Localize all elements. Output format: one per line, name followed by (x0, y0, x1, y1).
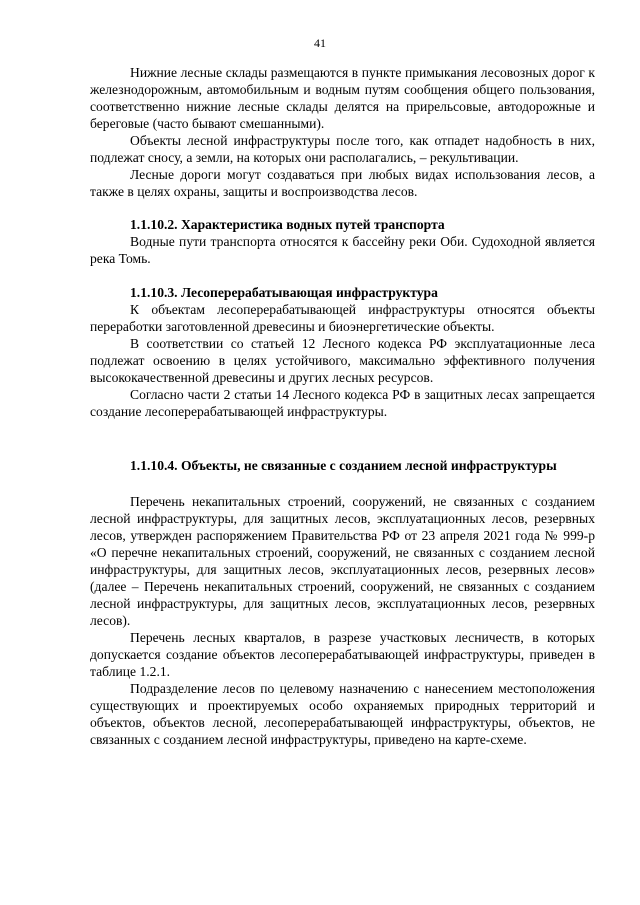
paragraph-forest-code-article-12: В соответствии со статьей 12 Лесного кодекса РФ эксплуатационные леса подлежат освоению в целях устойчивого, максимально эффективного получения высококачественной древесины и других лесных ресурсов. (90, 336, 595, 385)
page-number: 41 (314, 36, 326, 50)
paragraph-infrastructure-removal: Объекты лесной инфраструктуры после того, как отпадет надобность в них, подлежат сносу, а земли, на которых они располагались, – рекультивации. (90, 133, 595, 165)
paragraph-lower-warehouses: Нижние лесные склады размещаются в пункте примыкания лесовозных дорог к железнодорожным, автомобильным и водным путям сообщения общего пользования, соответственно нижние лесные склады делятся на прирельсовые, автодорожные и береговые (часто бывают смешанными). (90, 65, 595, 131)
paragraph-processing-objects: К объектам лесоперерабатывающей инфраструктуры относятся объекты переработки заготовленной древесины и биоэнергетические объекты. (90, 302, 595, 334)
paragraph-list-of-quarters: Перечень лесных кварталов, в разрезе участковых лесничеств, в которых допускается создание объектов лесоперерабатывающей инфраструктуры, приведен в таблице 1.2.1. (90, 630, 595, 679)
page-content (90, 64, 595, 748)
paragraph-forest-subdivision-map: Подразделение лесов по целевому назначению с нанесением местоположения существующих и проектируемых особо охраняемых природных территорий и объектов, объектов лесной, лесоперерабатывающей инфраструктуры, объектов, не связанных с созданием лесной инфраструктуры, приведено на карте-схеме. (90, 681, 595, 747)
paragraph-forest-code-article-14: Согласно части 2 статьи 14 Лесного кодекса РФ в защитных лесах запрещается создание лесоперерабатывающей инфраструктуры. (90, 387, 595, 419)
paragraph-list-of-structures: Перечень некапитальных строений, сооружений, не связанных с созданием лесной инфраструктуры, для защитных лесов, эксплуатационных лесов, резервных лесов, утвержден распоряжением Правительства РФ от 23 апреля 2021 года № 999-р «О перечне некапитальных строений, сооружений, не связанных с созданием лесной инфраструктуры, для защитных лесов, эксплуатационных лесов, резервных лесов» (далее – Перечень некапитальных строений, сооружений, не связанных с созданием лесной инфраструктуры, для защитных лесов, эксплуатационных лесов, резервных лесов). (90, 494, 595, 628)
section-heading-non-forest-objects: 1.1.10.4. Объекты, не связанные с созданием лесной инфраструктуры (130, 458, 557, 473)
paragraph-water-routes: Водные пути транспорта относятся к бассейну реки Оби. Судоходной является река Томь. (90, 234, 595, 266)
paragraph-forest-roads: Лесные дороги могут создаваться при любых видах использования лесов, а также в целях охраны, защиты и воспроизводства лесов. (90, 167, 595, 199)
section-heading-processing: 1.1.10.3. Лесоперерабатывающая инфраструктура (130, 285, 438, 300)
section-heading-water-routes: 1.1.10.2. Характеристика водных путей транспорта (130, 217, 445, 232)
